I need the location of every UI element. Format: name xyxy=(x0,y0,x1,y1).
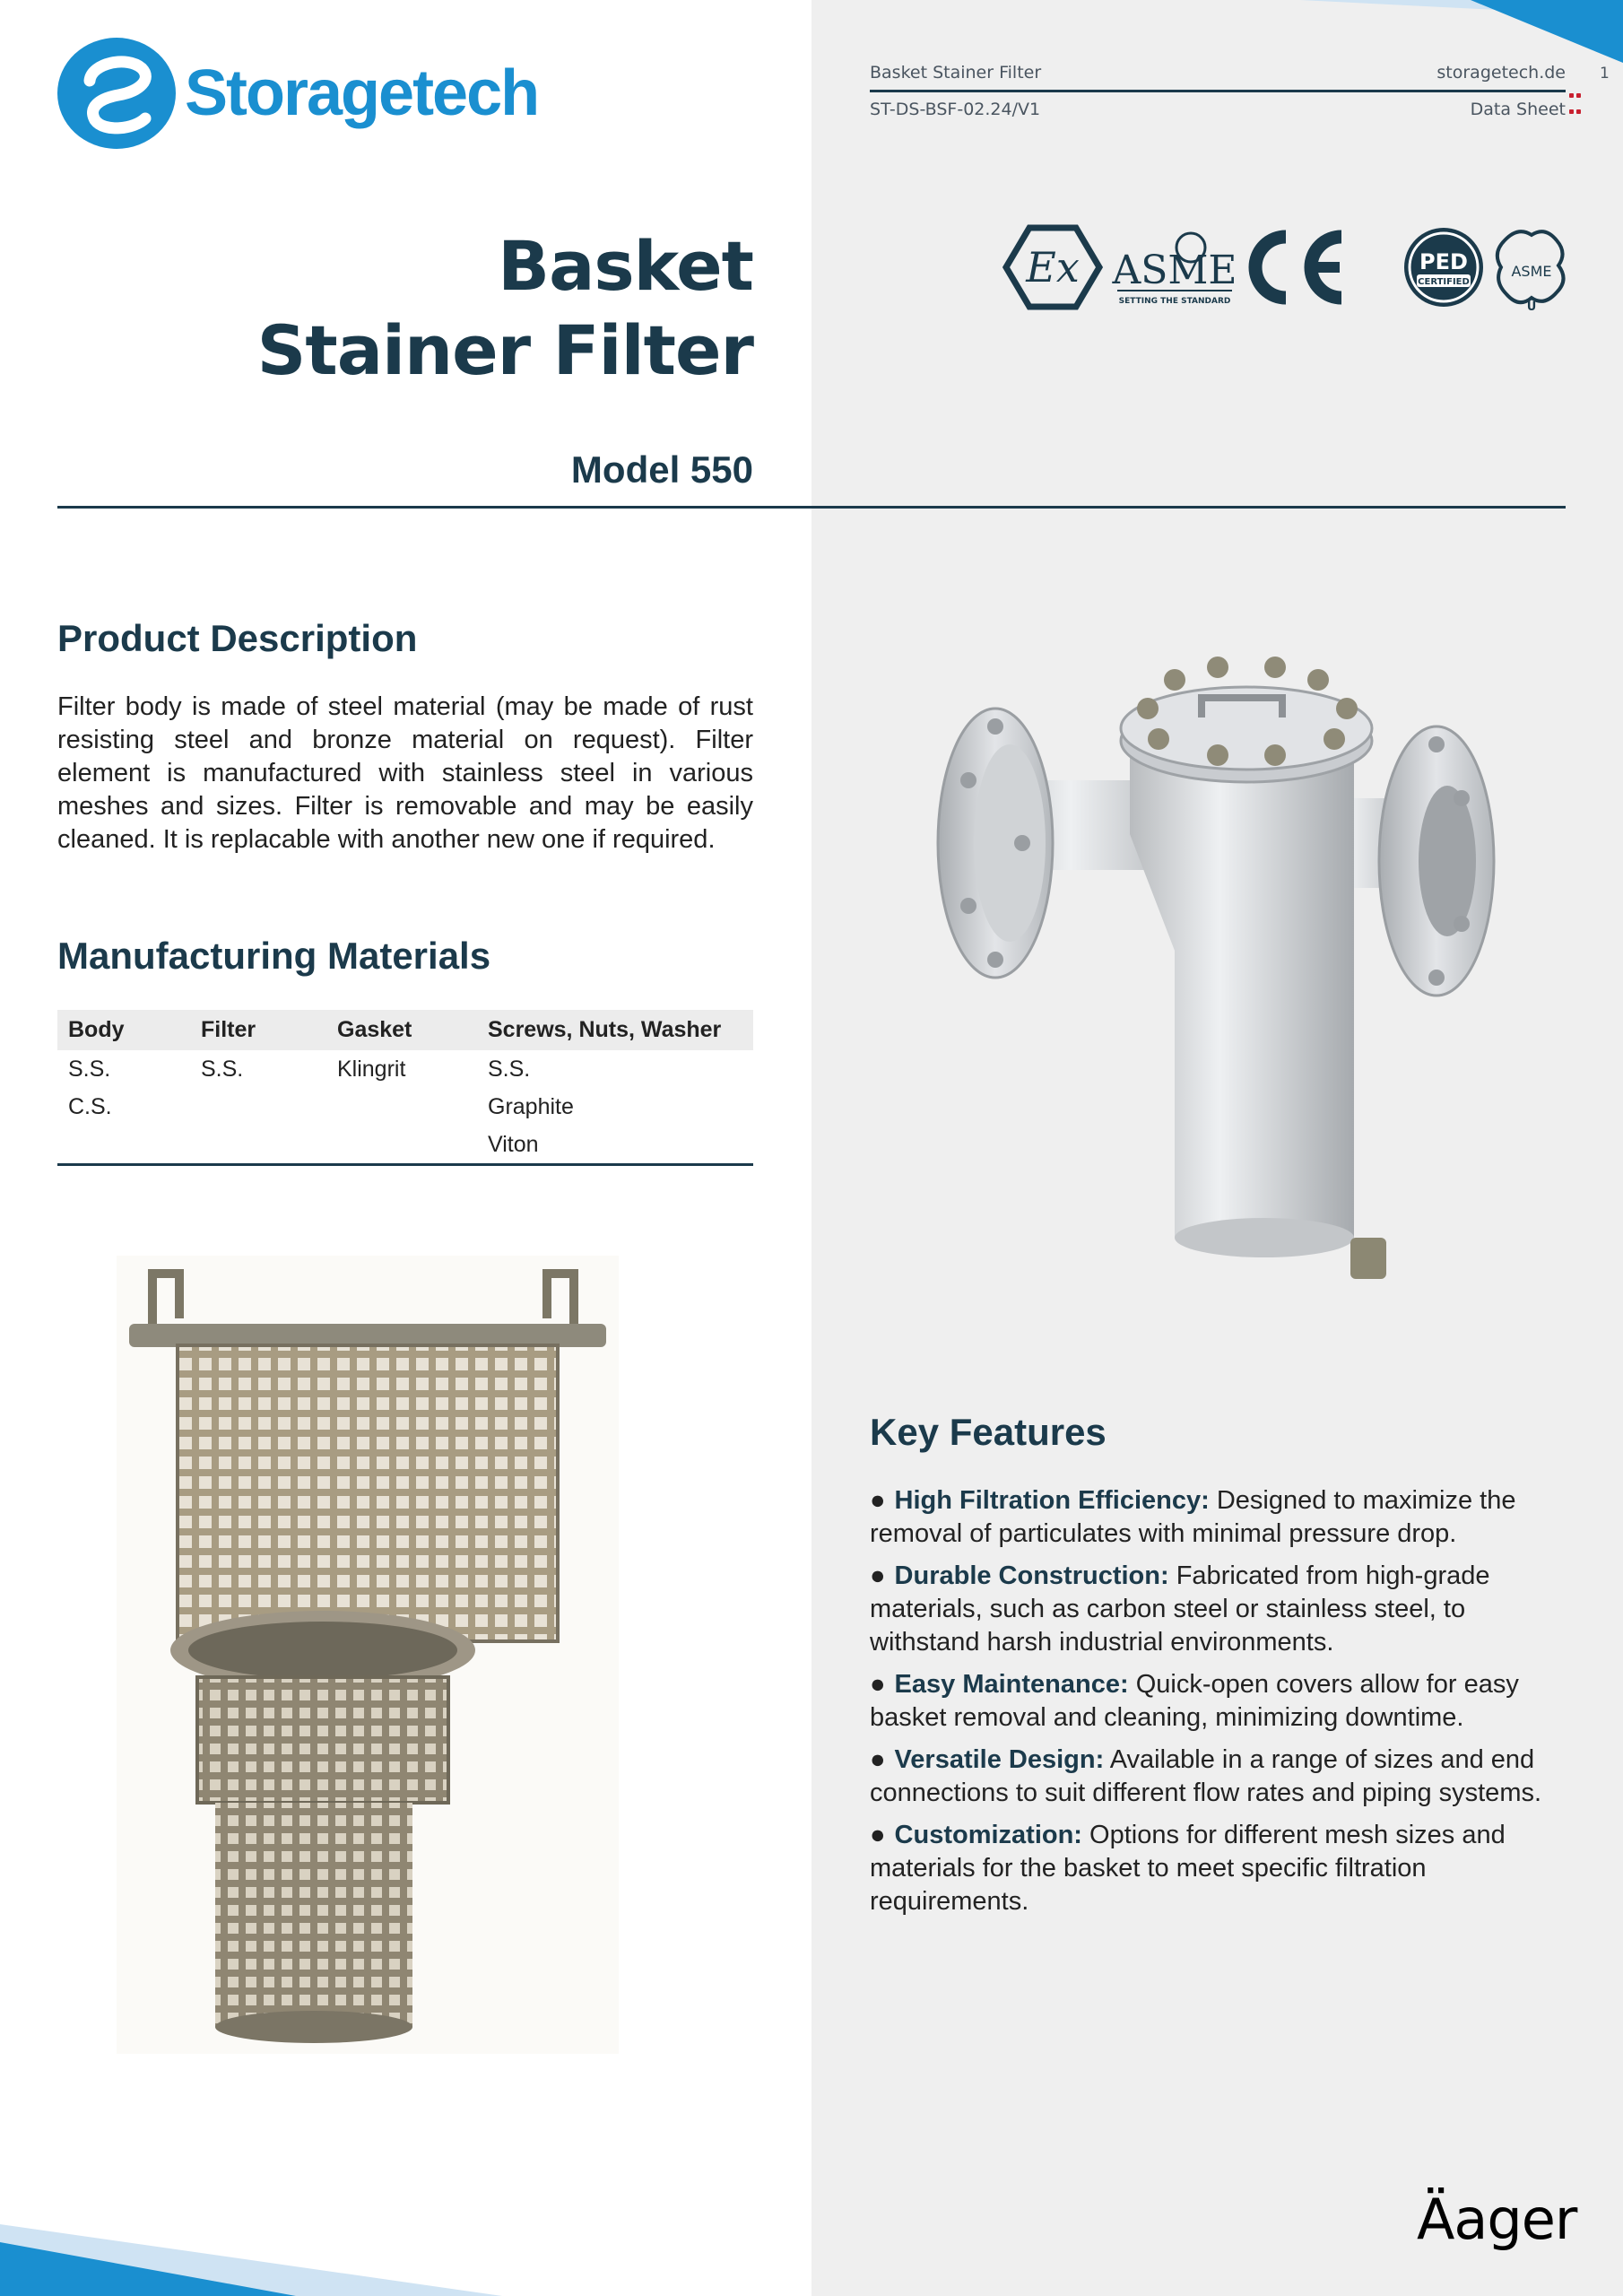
table-cell xyxy=(190,1126,326,1165)
page-title xyxy=(257,224,753,393)
list-item xyxy=(870,1744,1578,1810)
svg-text:PED: PED xyxy=(1419,249,1468,274)
bullet-icon: ● xyxy=(870,1821,886,1849)
page-number: 1 xyxy=(1600,65,1610,83)
footer-brand-logo: Äager xyxy=(1417,2187,1577,2252)
bullet-icon: ● xyxy=(870,1745,886,1774)
column-header: Gasket xyxy=(326,1010,477,1050)
column-header: Filter xyxy=(190,1010,326,1050)
table-cell: S.S. xyxy=(201,1056,244,1082)
doc-type: Data Sheet xyxy=(1470,100,1566,119)
feature-text: Quick-open covers allow for easy basket removal and cleaning, minimizing downtime. xyxy=(870,1670,1519,1732)
asme-icon xyxy=(1111,233,1237,306)
feature-text: Fabricated from high-grade materials, such as carbon steel or stainless steel, to withstand harsh industrial environments. xyxy=(870,1561,1490,1657)
list-item xyxy=(870,1560,1578,1659)
table-row xyxy=(57,1088,753,1126)
document-header xyxy=(870,63,1566,119)
bullet-icon: ● xyxy=(870,1486,886,1515)
table-cell: S.S. xyxy=(488,1056,531,1082)
svg-text:CERTIFIED: CERTIFIED xyxy=(1418,277,1470,287)
table-cell: Graphite xyxy=(488,1093,574,1119)
table-cell: S.S. xyxy=(68,1056,111,1082)
corner-decoration xyxy=(1246,0,1623,63)
table-cell: Viton xyxy=(488,1131,539,1157)
title-line-1: Basket xyxy=(498,226,753,306)
svg-text:U: U xyxy=(1526,300,1537,312)
bullet-icon: ● xyxy=(870,1670,886,1699)
feature-title: Versatile Design: xyxy=(894,1745,1105,1774)
brand-name: Storagetech xyxy=(185,57,539,129)
product-description-text: Filter body is made of steel material (may be made of rust resisting steel and bronze material on request). Filter element is manufactured with stainless steel in various meshes and sizes. Filter is removable and may be easily cleaned. It is replacable with another new one if required. xyxy=(57,692,753,854)
model-number: Model 550 xyxy=(570,448,753,491)
storagetech-logo-icon xyxy=(56,36,178,151)
materials-table xyxy=(57,1010,753,1166)
doc-code: ST-DS-BSF-02.24/V1 xyxy=(870,100,1041,119)
svg-text:ASME: ASME xyxy=(1511,263,1552,280)
svg-text:SETTING THE STANDARD: SETTING THE STANDARD xyxy=(1118,297,1231,306)
list-item xyxy=(870,1668,1578,1735)
bullet-icon: ● xyxy=(870,1561,886,1590)
website-link[interactable]: storagetech.de xyxy=(1436,63,1566,83)
column-header: Body xyxy=(57,1010,190,1050)
ex-icon xyxy=(1006,228,1099,307)
feature-text: Designed to maximize the removal of particulates with minimal pressure drop. xyxy=(870,1486,1516,1548)
key-features-heading: Key Features xyxy=(870,1411,1107,1453)
table-cell xyxy=(326,1088,477,1126)
column-header: Screws, Nuts, Washer xyxy=(477,1010,753,1050)
table-header-row xyxy=(57,1010,753,1050)
table-cell: Klingrit xyxy=(337,1056,406,1082)
corner-decoration xyxy=(0,2197,502,2296)
accent-dots xyxy=(1569,86,1584,118)
feature-text: Available in a range of sizes and end connections to suit different flow rates and piping systems. xyxy=(870,1745,1542,1807)
svg-text:Ex: Ex xyxy=(1026,243,1080,291)
feature-text: Options for different mesh sizes and materials for the basket to meet specific filtration requirements. xyxy=(870,1821,1506,1916)
feature-title: Durable Construction: xyxy=(894,1561,1169,1590)
list-item xyxy=(870,1819,1578,1918)
brand-logo xyxy=(56,36,538,151)
table-cell: C.S. xyxy=(68,1093,112,1119)
filter-basket-photo xyxy=(117,1256,619,2054)
list-item xyxy=(870,1484,1578,1551)
key-features-list xyxy=(870,1484,1578,1927)
materials-heading: Manufacturing Materials xyxy=(57,935,491,977)
table-row xyxy=(57,1126,753,1165)
asme-u-stamp-icon xyxy=(1497,231,1564,312)
svg-text:ASME: ASME xyxy=(1112,248,1237,293)
table-cell xyxy=(57,1126,190,1165)
doc-name: Basket Stainer Filter xyxy=(870,63,1042,83)
certification-logos xyxy=(1002,222,1569,312)
feature-title: Easy Maintenance: xyxy=(894,1670,1129,1699)
table-row xyxy=(57,1050,753,1088)
title-divider xyxy=(57,506,1566,509)
table-cell xyxy=(190,1088,326,1126)
title-line-2: Stainer Filter xyxy=(256,310,753,390)
feature-title: Customization: xyxy=(894,1821,1082,1849)
strainer-product-image xyxy=(906,655,1551,1354)
ce-icon xyxy=(1255,237,1341,298)
table-cell xyxy=(326,1126,477,1165)
feature-title: High Filtration Efficiency: xyxy=(894,1486,1210,1515)
product-description-heading: Product Description xyxy=(57,617,418,659)
ped-icon xyxy=(1404,228,1483,307)
